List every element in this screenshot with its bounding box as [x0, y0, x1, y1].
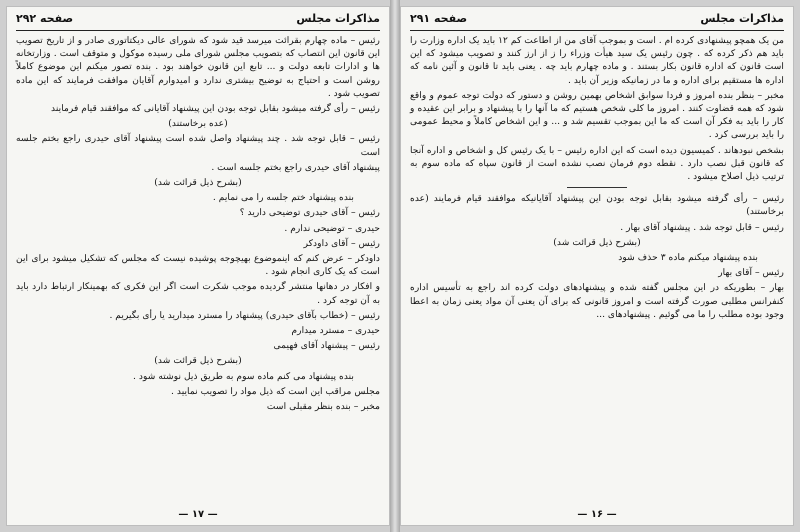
paragraph: بنده پیشنهاد می کنم ماده سوم به طریق ذیل نوشته شود .	[133, 370, 354, 382]
paragraph: رئیس – رأی گرفته میشود بقابل توجه بودن این پیشنهاد آقایانی که موافقند قیام فرمایند	[51, 103, 380, 115]
right-page	[400, 6, 794, 526]
right-page-footer: — ۱۶ —	[577, 509, 617, 520]
paragraph: بشخص نبودهاند . کمیسیون دیده است که این اداره رئیس – با یک رئیس کل و اشخاص و اداره آنجا که قانون قبل نصب دارد . نقطه دوم فرمان نصب نشده است از قانون سپاه که ماده سوم به ترتیب ذیل اصلاح میشود .	[410, 144, 784, 183]
paragraph: حیدری – مسترد میدارم	[291, 325, 380, 337]
paragraph: من یک همچو پیشنهادی کرده ام . است و بموجب آقای من از اطاعت کم ۱۲ باید یک اداره وزارت را باید هم ذکر کرده که . چون رئیس یک سید هیأت وزراء را ز از ارز کنند و تصویب میشود که این است قانون که اداره قانون بکار بستند . و ماده چهارم باید چه . یعنی باید تا قانون و آئین نامه که اداره ها مستقیم برای اداره و ما در زمانیکه وزیر آن باید .	[410, 35, 784, 86]
paragraph: رئیس – آقای حیدری توضیحی دارید ؟	[239, 207, 380, 219]
left-header-title: مذاکرات مجلس	[296, 12, 380, 25]
paragraph: رئیس – قابل توجه شد . پیشنهاد آقای بهار .	[620, 221, 784, 233]
paragraph: رئیس – ماده چهارم بقرائت میرسد قید شود که شورای عالی دیکتاتوری صادر و از تاریخ تصویب این قانون این انتصاب که بتصویب مجلس شورای ملی رسیده موکول و متوقف است . وزارتخانه ها و ادارات تابعه دولت و ... تابع این قانون خواهند بود . بنده تصور میکنم این موضوع کاملاً روشن است و احتیاج به توضیح بیشتری ندارد و امیدوارم آقایان موافقت فرمایند که این ماده تصویب شود .	[16, 35, 380, 99]
paragraph: بنده پیشنهاد میکنم ماده ۳ حذف شود	[618, 252, 758, 264]
paragraph: رئیس – پیشنهاد آقای فهیمی	[273, 340, 380, 352]
left-page-header	[16, 12, 380, 28]
paragraph: رئیس – رأی گرفته میشود بقابل توجه بودن این پیشنهاد آقایانیکه موافقند قیام فرمایند (عده برخاستند)	[410, 193, 784, 218]
left-page-footer: — ۱۷ —	[178, 509, 218, 520]
paragraph: حیدری – توضیحی ندارم .	[284, 222, 380, 234]
left-header-page-number: صفحه ۲۹۲	[16, 12, 74, 25]
paragraph: (عده برخاستند)	[168, 118, 228, 130]
paragraph: مخبر – بنظر بنده امروز و فردا سوابق اشخاص بهمین روشن و دستور که دولت توجه عموم و واقع شود که همه قضاوت کنند . امروز ما کلی شخص هستیم که ما آنها را با پیشنهاد و برابر این عقیده و کار را باید به فکر آن است که ما این بموجب تقسیم شد و ... و این اشخاص کاملاً و محیط عمومی را باید بررسی کرد .	[410, 89, 784, 141]
paragraph: رئیس – (خطاب بآقای حیدری) پیشنهاد را مسترد میدارید یا رأی بگیریم .	[109, 309, 380, 321]
paragraph: (بشرح ذیل قرائت شد)	[154, 177, 242, 189]
paragraph: بنده پیشنهاد ختم جلسه را می نمایم .	[212, 192, 354, 204]
paragraph: رئیس – آقای داودکر	[303, 237, 380, 249]
paragraph: و افکار در دهانها منتشر گردیده موجب شکرت است اگر این فکری که بهمینکار ارتباط دارد باید به آن توجه کرد .	[16, 281, 380, 306]
paragraph: بهار – بطوریکه در این مجلس گفته شده و پیشنهادهای دولت کرده اند راجع به تأسیس اداره کنفرانس مطلبی صورت گرفته است و امروز قانونی که برای آن یعنی آن مواد یعنی زمان به اعطا وجود بوده مطلب را ما می گوئیم . پیشنهادهای ...	[410, 282, 784, 320]
book-gutter	[390, 0, 400, 532]
paragraph: مخبر – بنده بنظر مقبلی است	[266, 401, 380, 413]
paragraph: (بشرح ذیل قرائت شد)	[553, 236, 641, 248]
paragraph: (بشرح ذیل قرائت شد)	[154, 355, 242, 367]
right-header-title: مذاکرات مجلس	[700, 12, 784, 25]
left-page	[6, 6, 390, 526]
right-page-header	[410, 12, 784, 28]
paragraph: مجلس مراقب این است که ذیل مواد را تصویب نمایید .	[171, 385, 380, 397]
paragraph: رئیس – قابل توجه شد . چند پیشنهاد واصل شده است پیشنهاد آقای حیدری راجع بختم جلسه است	[16, 133, 380, 158]
paragraph: رئیس – آقای بهار	[718, 267, 784, 279]
paragraph: داودکر – عرض کنم که اینموضوع بهیچوجه پوشیده نیست که مجلس که تشکیل میشود برای این است که یک کاری انجام شود .	[16, 253, 380, 278]
left-page-body	[16, 34, 380, 504]
right-header-page-number: صفحه ۲۹۱	[410, 12, 468, 25]
paragraph: پیشنهاد آقای حیدری راجع بختم جلسه است .	[211, 161, 380, 173]
right-page-body	[410, 34, 784, 504]
